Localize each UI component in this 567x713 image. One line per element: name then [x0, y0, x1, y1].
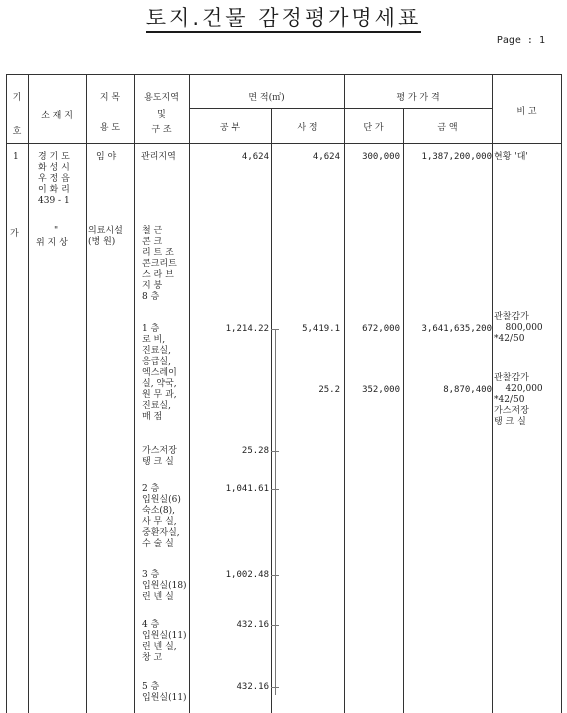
bracket-tick-4 — [271, 575, 279, 576]
building-structure: 철 근 콘 크 리 트 조 콘크리트 스 라 브 지 붕 8 층 — [142, 226, 177, 302]
floor-4-desc: 4 층 입원실(11) 린 넨 실, 창 고 — [142, 620, 187, 663]
header-remarks: 비 고 — [516, 107, 537, 117]
land-remark: 현황 '대' — [494, 152, 528, 162]
floor-5-desc: 5 층 입원실(11) — [142, 682, 187, 703]
valuation-a-amount: 3,641,635,200 — [421, 324, 492, 334]
valuation-a-unit-price: 672,000 — [362, 324, 400, 334]
header-zone: 용도지역 — [144, 93, 179, 103]
land-jimok: 임 야 — [96, 152, 117, 162]
title-text: 토지.건물 감정평가명세표 — [146, 6, 422, 33]
bracket-tick-2 — [271, 451, 279, 452]
land-unit-price: 300,000 — [362, 152, 400, 162]
valuation-b-amount: 8,870,400 — [443, 385, 492, 395]
header-address: 소 재 지 — [41, 111, 73, 121]
col-line-4 — [189, 74, 190, 713]
header-jimok: 지 목 — [99, 93, 121, 103]
col-line-2 — [86, 74, 87, 713]
gas-tank-area: 25.28 — [241, 446, 269, 456]
col-line-5 — [271, 108, 272, 713]
header-bottom-rule — [6, 143, 562, 144]
header-amount: 금 액 — [437, 123, 458, 133]
land-zone: 관리지역 — [141, 152, 176, 162]
building-no: 가 — [10, 229, 19, 239]
floor-2-area: 1,041.61 — [225, 484, 269, 494]
land-area-actual: 4,624 — [312, 152, 340, 162]
page-number: Page : 1 — [496, 35, 545, 46]
land-no: 1 — [13, 152, 19, 162]
col-line-8 — [492, 74, 493, 713]
valuation-b-remark: 관찰감가 420,000 *42/50 가스저장 탱 크 실 — [494, 373, 543, 427]
header-yongdo: 용 도 — [99, 123, 121, 133]
floor-5-area: 432.16 — [236, 682, 269, 692]
header-ho: 호 — [12, 127, 22, 137]
bracket-line-main — [275, 329, 276, 695]
document-title — [0, 2, 567, 32]
building-address: 위 지 상 — [36, 238, 68, 248]
col-line-3 — [134, 74, 135, 713]
building-address-mark: " — [54, 226, 59, 236]
gas-tank-desc: 가스저장 탱 크 실 — [142, 446, 177, 467]
land-amount: 1,387,200,000 — [421, 152, 492, 162]
header-structure: 구 조 — [151, 125, 172, 135]
valuation-a-area-actual: 5,419.1 — [302, 324, 340, 334]
header-split-rule-valuation — [344, 108, 492, 109]
header-area: 면 적(㎡) — [248, 93, 285, 103]
land-area-public: 4,624 — [241, 152, 269, 162]
floor-1-desc: 1 층 로 비, 진료실, 응급실, 엑스레이 실, 약국, 원 무 과, 진료실, 매 점 — [142, 324, 177, 422]
floor-2-desc: 2 층 입원실(6) 숙소(8), 사 무 실, 중환자실, 수 술 실 — [142, 484, 181, 549]
floor-1-area: 1,214.22 — [225, 324, 269, 334]
valuation-a-remark: 관찰감가 800,000 *42/50 — [494, 312, 543, 344]
floor-3-desc: 3 층 입원실(18) 린 넨 실 — [142, 570, 187, 602]
col-line-6 — [344, 74, 345, 713]
land-address: 경 기 도 화 성 시 우 정 읍 이 화 리 439 - 1 — [38, 152, 70, 206]
bracket-tick-1 — [271, 329, 279, 330]
bracket-tick-3 — [271, 489, 279, 490]
header-area-actual: 사 정 — [297, 123, 318, 133]
floor-4-area: 432.16 — [236, 620, 269, 630]
header-split-rule-area — [189, 108, 344, 109]
header-area-public: 공 부 — [219, 123, 241, 133]
header-valuation: 평 가 가 격 — [396, 93, 440, 103]
table-top-rule — [6, 74, 562, 75]
building-use: 의료시설 (병 원) — [88, 226, 123, 247]
col-line-1 — [28, 74, 29, 713]
header-unit-price: 단 가 — [363, 123, 384, 133]
bracket-tick-6 — [271, 687, 279, 688]
header-gi: 기 — [12, 93, 22, 103]
header-zone-and: 및 — [157, 110, 166, 120]
col-line-9 — [561, 74, 562, 713]
col-line-7 — [403, 108, 404, 713]
floor-3-area: 1,002.48 — [225, 570, 269, 580]
bracket-tick-5 — [271, 625, 279, 626]
valuation-b-area-actual: 25.2 — [318, 385, 340, 395]
col-line-0 — [6, 74, 7, 713]
valuation-b-unit-price: 352,000 — [362, 385, 400, 395]
